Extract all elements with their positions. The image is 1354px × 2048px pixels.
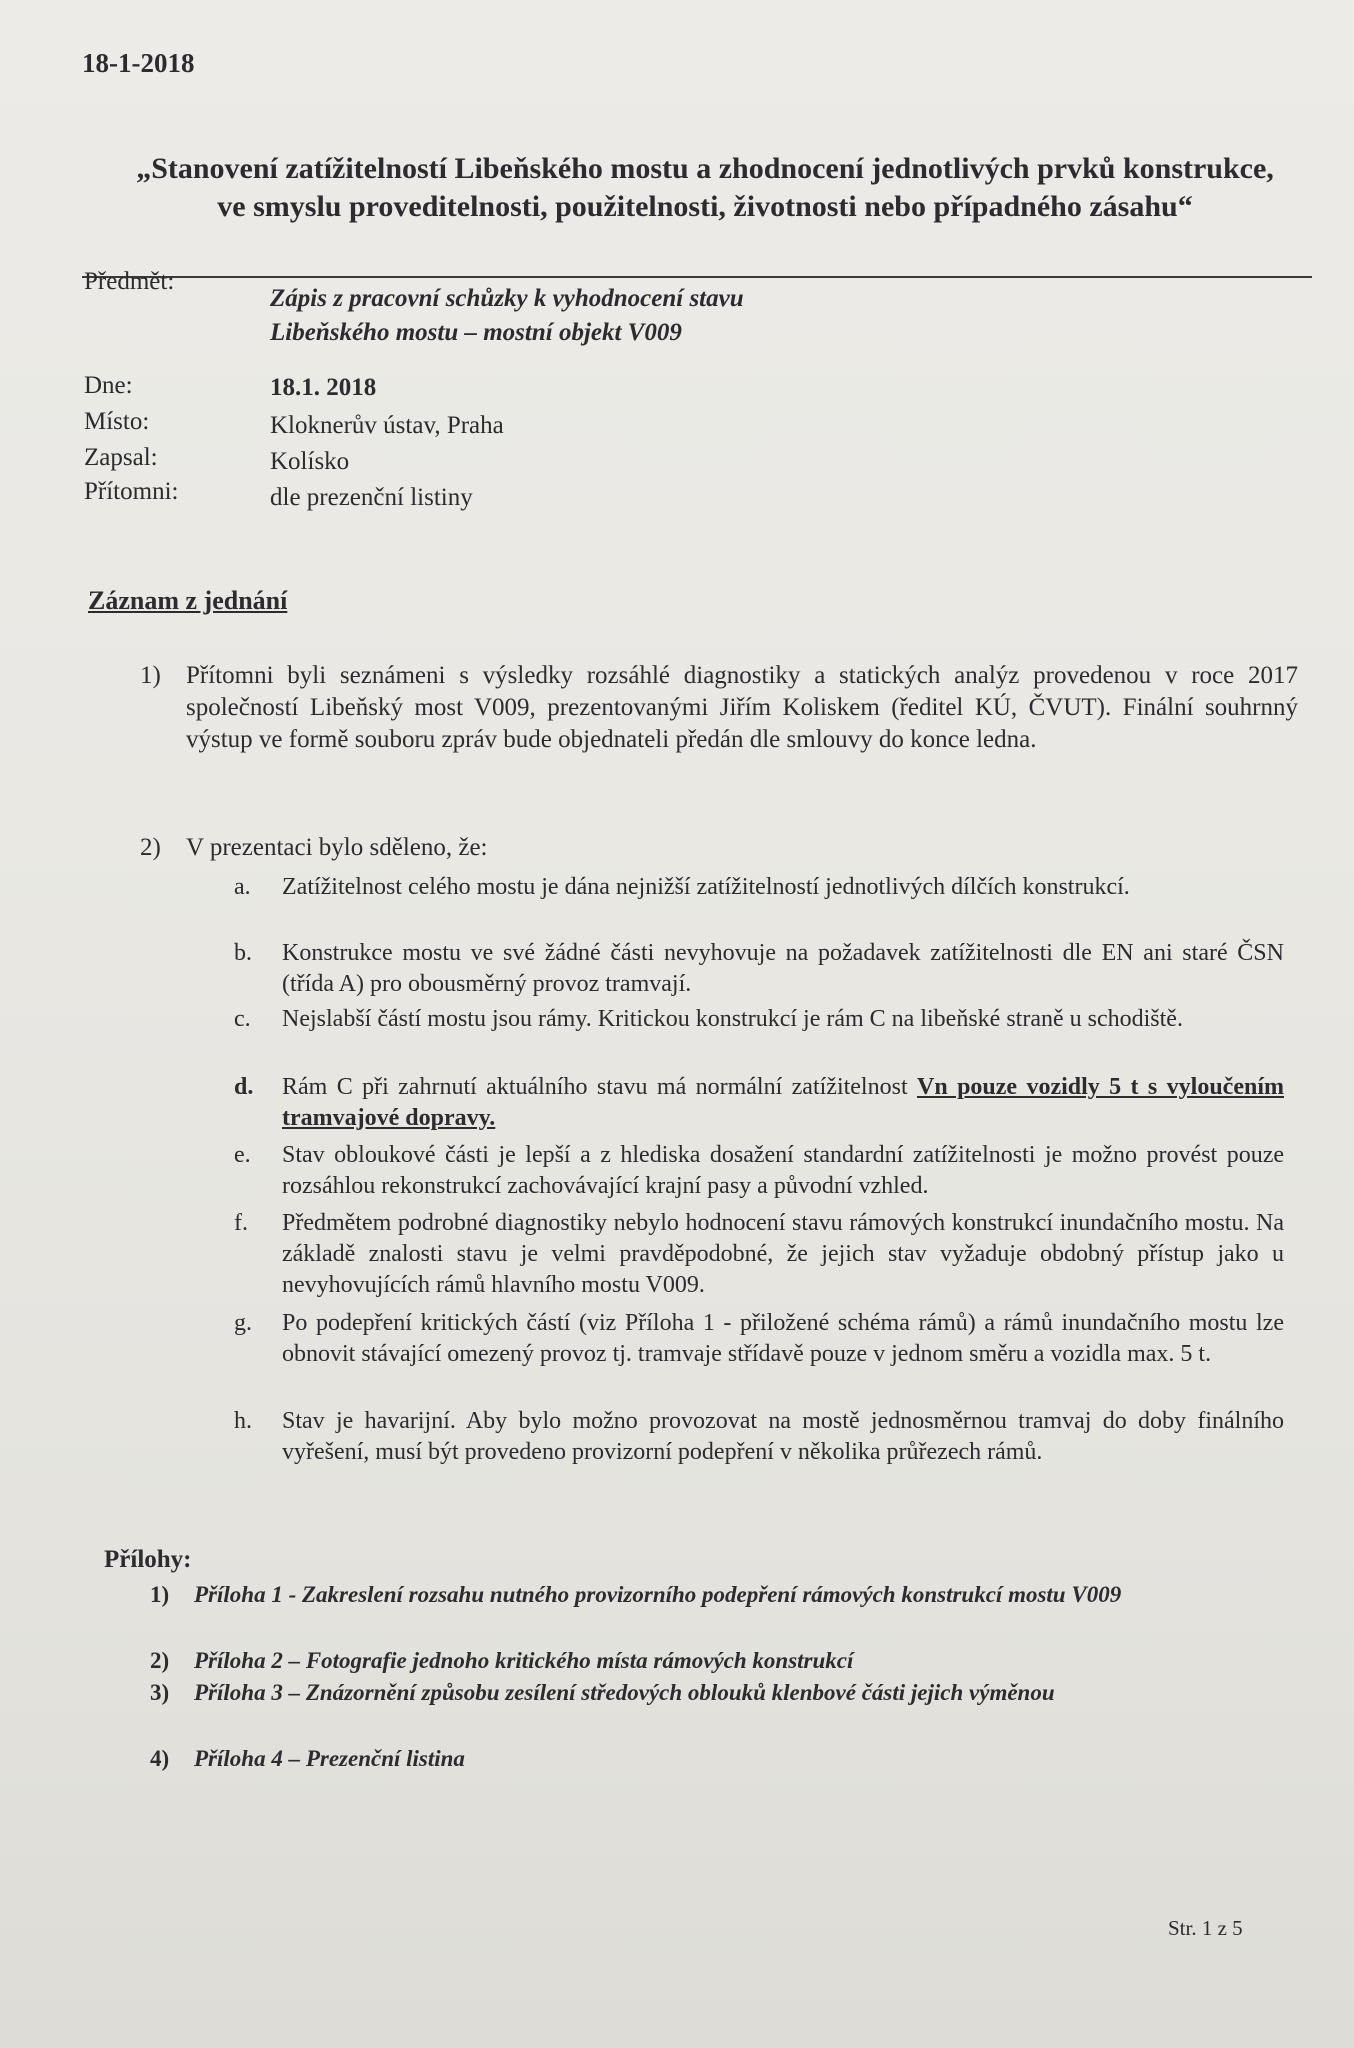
date-value: 18.1. 2018 (270, 374, 377, 401)
attachment-item (150, 1580, 1250, 1640)
subitem-text: Konstrukce mostu ve své žádné části nevyhovuje na požadavek zatížitelnosti dle EN ani staré ČSN (třída A) pro obousměrný provoz tramvají. (282, 940, 1284, 997)
item-text: V prezentaci bylo sděleno, že: (186, 834, 488, 861)
subitem-text: Nejslabší částí mostu jsou rámy. Kritickou konstrukcí je rám C na libeňské straně u schodiště. (282, 1006, 1183, 1032)
subitem-text: Zatížitelnost celého mostu je dána nejnižší zatížitelností jednotlivých dílčích konstrukcí. (282, 874, 1130, 900)
record-item-2 (140, 832, 1300, 872)
item-number: 2) (140, 834, 161, 861)
subitem-text: Po podepření kritických částí (viz Příloha 1 - přiložené schéma rámů) a rámů inundačního mostu lze obnovit stávající omezený provoz tj. tramvaje střídavě pouze v jednom směru a vozidla max. 5 t. (282, 1310, 1284, 1367)
subitem-text (282, 1072, 1284, 1134)
subitem-e (234, 1140, 1294, 1204)
attachment-item (150, 1646, 1250, 1676)
subitem-letter: b. (234, 940, 252, 966)
subitem-b (234, 938, 1294, 1002)
attachment-number: 4) (150, 1746, 170, 1771)
page-number: Str. 1 z 5 (1168, 1916, 1243, 1940)
subitem-c (234, 1004, 1294, 1068)
subject-value (270, 282, 744, 350)
place-label: Místo: (84, 408, 150, 435)
attachment-text: Příloha 2 – Fotografie jednoho kritického místa rámových konstrukcí (194, 1648, 854, 1673)
section-heading: Záznam z jednání (88, 586, 288, 615)
attachment-number: 1) (150, 1582, 170, 1607)
subitem-letter: c. (234, 1006, 251, 1032)
record-item-1 (140, 660, 1300, 800)
document-date: 18-1-2018 (82, 48, 195, 78)
subitem-letter: e. (234, 1142, 251, 1168)
subitem-letter: a. (234, 874, 251, 900)
attachment-number: 2) (150, 1648, 170, 1673)
date-label: Dne: (84, 372, 133, 399)
subitem-d (234, 1072, 1294, 1136)
place-value: Kloknerův ústav, Praha (270, 412, 504, 439)
attachment-item (150, 1678, 1250, 1738)
attachment-number: 3) (150, 1680, 170, 1705)
attendees-label: Přítomni: (84, 478, 179, 505)
subitem-letter: h. (234, 1408, 252, 1434)
subitem-letter: g. (234, 1310, 252, 1336)
subitem-text-plain: Rám C při zahrnutí aktuálního stavu má normální zatížitelnost (282, 1074, 917, 1100)
attachment-text: Příloha 3 – Znázornění způsobu zesílení středových oblouků klenbové části jejich výměnou (194, 1680, 1055, 1705)
recorder-value: Kolísko (270, 448, 350, 475)
subitem-text: Stav obloukové části je lepší a z hlediska dosažení standardní zatížitelnosti je možno provést pouze rozsáhlou rekonstrukcí zachovávající krajní pasy a původní vzhled. (282, 1142, 1284, 1199)
title-line-1: „Stanovení zatížitelností Libeňského mostu a zhodnocení jednotlivých prvků konstrukce, (136, 152, 1274, 185)
subitem-h (234, 1406, 1294, 1502)
subitem-a (234, 872, 1294, 936)
subitem-letter: f. (234, 1210, 248, 1236)
subitem-letter: d. (234, 1074, 254, 1100)
subitem-text: Předmětem podrobné diagnostiky nebylo hodnocení stavu rámových konstrukcí inundačního mostu. Na základě znalosti stavu je velmi pravděpodobné, že jejich stav vyžaduje obdobný přístup jako u nevyhovujících rámů hlavního mostu V009. (282, 1210, 1284, 1298)
attachment-item (150, 1744, 1250, 1774)
attendees-value: dle prezenční listiny (270, 484, 473, 511)
subitem-f (234, 1208, 1294, 1304)
item-number: 1) (140, 662, 161, 689)
subject-label: Předmět: (84, 268, 175, 295)
subitem-text: Stav je havarijní. Aby bylo možno provozovat na mostě jednosměrnou tramvaj do doby finálního vyřešení, musí být provedeno provizorní podepření v několika průřezech rámů. (282, 1408, 1284, 1465)
subject-line-2: Libeňského mostu – mostní objekt V009 (270, 319, 682, 346)
subitem-text-emphasis: Vn pouze vozidly 5 t s vyloučením tramvajové dopravy. (282, 1074, 1284, 1131)
title-divider (82, 276, 1312, 278)
title-line-2: ve smyslu proveditelnosti, použitelnosti, životnosti nebo případného zásahu“ (217, 190, 1193, 223)
document-title (100, 150, 1310, 226)
attachment-text: Příloha 1 - Zakreslení rozsahu nutného provizorního podepření rámových konstrukcí mostu V009 (194, 1582, 1122, 1607)
recorder-label: Zapsal: (84, 444, 158, 471)
subject-line-1: Zápis z pracovní schůzky k vyhodnocení stavu (270, 285, 744, 312)
attachment-text: Příloha 4 – Prezenční listina (194, 1746, 465, 1771)
item-text: Přítomni byli seznámeni s výsledky rozsáhlé diagnostiky a statických analýz provedenou v roce 2017 společností Libeňský most V009, prezentovanými Jiřím Koliskem (ředitel KÚ, ČVUT). Finální souhrnný výstup ve formě souboru zpráv bude objednateli předán dle smlouvy do konce ledna. (186, 662, 1298, 753)
attachments-heading: Přílohy: (104, 1546, 192, 1573)
subitem-g (234, 1308, 1294, 1404)
